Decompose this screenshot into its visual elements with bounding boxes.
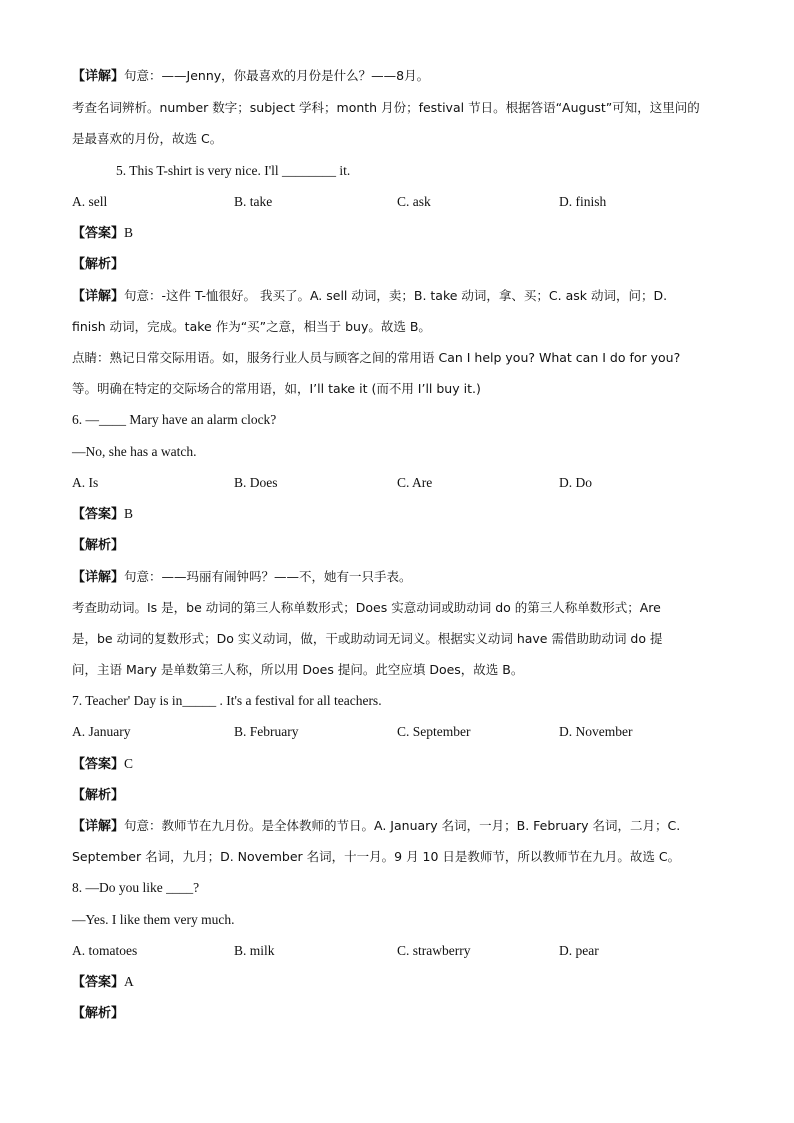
q5-detail-text-1: 句意：-这件 T-恤很好。 我买了。A. sell 动词，卖；B. take 动词，拿、买；C. ask 动词，问；D. bbox=[124, 288, 668, 303]
q6-options bbox=[72, 473, 722, 493]
q4-detail-text: 句意：——Jenny，你最喜欢的月份是什么？——8月。 bbox=[124, 68, 430, 83]
q6-option-b: B. Does bbox=[234, 475, 278, 490]
q8-option-c: C. strawberry bbox=[397, 943, 471, 958]
q6-answer: B bbox=[124, 506, 134, 521]
q6-analysis-line bbox=[72, 535, 722, 556]
q6-explain-line-3: 问，主语 Mary 是单数第三人称，所以用 Does 提问。此空应填 Does，故选 B。 bbox=[72, 662, 524, 677]
q6-reply: —No, she has a watch. bbox=[72, 444, 197, 459]
q8-answer: A bbox=[124, 974, 134, 989]
q6-option-c: C. Are bbox=[397, 475, 433, 490]
detail-tag: 【详解】 bbox=[72, 819, 125, 834]
q7-options bbox=[72, 722, 722, 742]
q8-options bbox=[72, 941, 722, 961]
q8-option-a: A. tomatoes bbox=[72, 943, 138, 958]
q5-analysis-line bbox=[72, 254, 722, 275]
analysis-tag: 【解析】 bbox=[72, 257, 125, 272]
answer-tag: 【答案】 bbox=[72, 757, 125, 772]
q6-explain-line-2: 是，be 动词的复数形式；Do 实义动词，做，干或助动词无词义。根据实义动词 have 需借助助动词 do 提 bbox=[72, 631, 663, 646]
q6-detail-line bbox=[72, 567, 722, 588]
q6-option-a: A. Is bbox=[72, 475, 99, 490]
answer-tag: 【答案】 bbox=[72, 507, 125, 522]
q7-detail-text-1: 句意：教师节在九月份。是全体教师的节日。A. January 名词，一月；B. February 名词，二月；C. bbox=[124, 818, 681, 833]
q7-option-a: A. January bbox=[72, 724, 131, 739]
analysis-tag: 【解析】 bbox=[72, 538, 125, 553]
q7-detail-line-1 bbox=[72, 816, 722, 837]
analysis-tag: 【解析】 bbox=[72, 1006, 125, 1021]
analysis-tag: 【解析】 bbox=[72, 788, 125, 803]
q7-option-b: B. February bbox=[234, 724, 299, 739]
q6-answer-line bbox=[72, 504, 722, 525]
q7-analysis-line bbox=[72, 785, 722, 806]
q5-option-d: D. finish bbox=[559, 194, 607, 209]
q5-option-c: C. ask bbox=[397, 194, 431, 209]
q7-option-c: C. September bbox=[397, 724, 471, 739]
q6-question: 6. —____ Mary have an alarm clock? bbox=[72, 412, 277, 427]
q8-option-d: D. pear bbox=[559, 943, 599, 958]
q5-tip-line-2: 等。明确在特定的交际场合的常用语，如，I’ll take it (而不用 I’ll buy it.) bbox=[72, 381, 481, 396]
q7-question: 7. Teacher' Day is in_____ . It's a festival for all teachers. bbox=[72, 693, 382, 708]
q5-question: 5. This T-shirt is very nice. I'll ________ it. bbox=[116, 163, 351, 178]
q7-option-d: D. November bbox=[559, 724, 633, 739]
q6-explain-line-1: 考查助动词。Is 是，be 动词的第三人称单数形式；Does 实意动词或助动词 do 的第三人称单数形式；Are bbox=[72, 600, 661, 615]
q7-detail-line-2: September 名词，九月；D. November 名词，十一月。9 月 10 日是教师节，所以教师节在九月。故选 C。 bbox=[72, 849, 681, 864]
detail-tag: 【详解】 bbox=[72, 69, 125, 84]
q7-answer: C bbox=[124, 756, 134, 771]
q4-explain-line-1: 考查名词辨析。number 数字；subject 学科；month 月份；festival 节日。根据答语“August”可知，这里问的 bbox=[72, 100, 700, 115]
q5-option-a: A. sell bbox=[72, 194, 108, 209]
q5-answer: B bbox=[124, 225, 134, 240]
answer-tag: 【答案】 bbox=[72, 226, 125, 241]
q5-option-b: B. take bbox=[234, 194, 273, 209]
detail-tag: 【详解】 bbox=[72, 289, 125, 304]
q8-analysis-line bbox=[72, 1003, 722, 1024]
q5-detail-line-1 bbox=[72, 286, 722, 307]
q5-options bbox=[72, 192, 722, 212]
q8-reply: —Yes. I like them very much. bbox=[72, 912, 235, 927]
q8-answer-line bbox=[72, 972, 722, 993]
q4-detail-line bbox=[72, 66, 722, 87]
q7-answer-line bbox=[72, 754, 722, 775]
q6-detail-text: 句意：——玛丽有闹钟吗？——不，她有一只手表。 bbox=[124, 569, 412, 584]
answer-tag: 【答案】 bbox=[72, 975, 125, 990]
detail-tag: 【详解】 bbox=[72, 570, 125, 585]
q6-option-d: D. Do bbox=[559, 475, 592, 490]
q8-question: 8. —Do you like ____? bbox=[72, 880, 200, 895]
q5-detail-line-2: finish 动词，完成。take 作为“买”之意，相当于 buy。故选 B。 bbox=[72, 319, 431, 334]
q8-option-b: B. milk bbox=[234, 943, 275, 958]
q5-answer-line bbox=[72, 223, 722, 244]
q4-explain-line-2: 是最喜欢的月份，故选 C。 bbox=[72, 131, 223, 146]
q5-tip-line-1: 点睛：熟记日常交际用语。如，服务行业人员与顾客之间的常用语 Can I help you? What can I do for you? bbox=[72, 350, 681, 365]
